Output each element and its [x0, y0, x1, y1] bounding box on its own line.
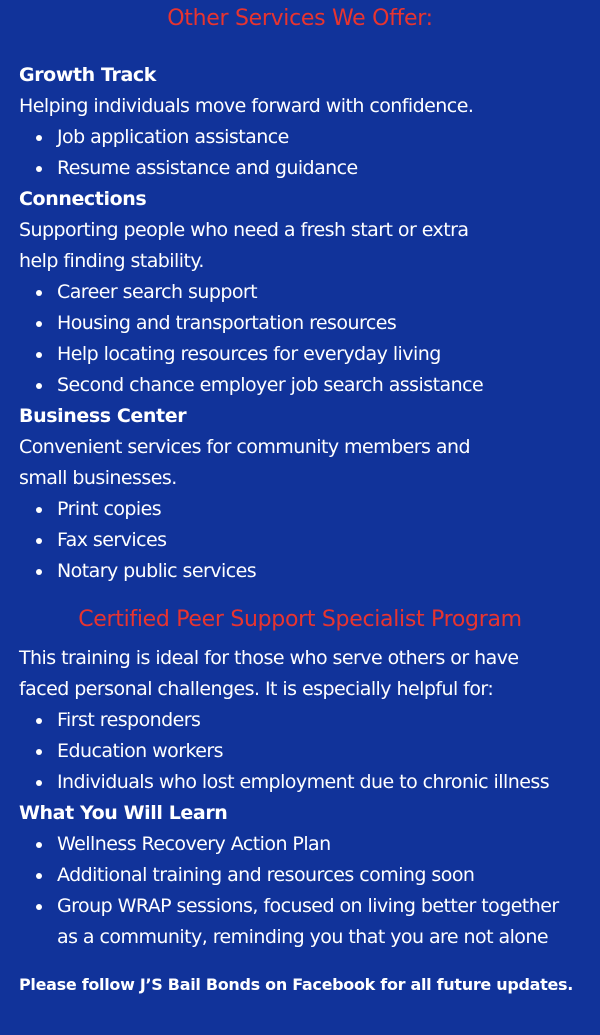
list-item: Resume assistance and guidance: [19, 153, 590, 184]
business-center-list: [19, 494, 590, 587]
list-item: Education workers: [19, 736, 590, 767]
bullet-icon: [36, 507, 42, 513]
list-item: Wellness Recovery Action Plan: [19, 829, 590, 860]
services-section: [19, 60, 590, 587]
business-center-title: Business Center: [19, 405, 187, 427]
business-center-description-line2: small businesses.: [19, 467, 177, 489]
bullet-icon: [36, 569, 42, 575]
connections-list: [19, 277, 590, 401]
list-item: Individuals who lost employment due to chronic illness: [19, 767, 590, 798]
bullet-icon: [36, 842, 42, 848]
bullet-icon: [36, 749, 42, 755]
list-item: Additional training and resources coming soon: [19, 860, 590, 891]
growth-track-description: Helping individuals move forward with confidence.: [19, 95, 474, 117]
growth-track-title: Growth Track: [19, 64, 156, 86]
list-item: Housing and transportation resources: [19, 308, 590, 339]
main-heading: Other Services We Offer:: [167, 6, 433, 31]
list-item-continuation: as a community, reminding you that you are not alone: [57, 926, 549, 948]
bullet-icon: [36, 538, 42, 544]
peer-program-list: [19, 705, 590, 798]
list-item: Job application assistance: [19, 122, 590, 153]
list-item: Help locating resources for everyday living: [19, 339, 590, 370]
bullet-icon: [36, 904, 42, 910]
peer-program-description-line1: This training is ideal for those who serve others or have: [19, 647, 519, 669]
bullet-icon: [36, 321, 42, 327]
facebook-follow-note: Please follow J’S Bail Bonds on Facebook for all future updates.: [19, 975, 574, 994]
peer-program-heading: Certified Peer Support Specialist Program: [78, 607, 522, 632]
list-item: First responders: [19, 705, 590, 736]
what-you-will-learn-title: What You Will Learn: [19, 802, 228, 824]
what-you-will-learn-list: [19, 829, 590, 953]
peer-program-description-line2: faced personal challenges. It is especially helpful for:: [19, 678, 494, 700]
list-item: Career search support: [19, 277, 590, 308]
bullet-icon: [36, 135, 42, 141]
bullet-icon: [36, 352, 42, 358]
peer-program-section: [19, 643, 590, 953]
bullet-icon: [36, 383, 42, 389]
list-item: Second chance employer job search assistance: [19, 370, 590, 401]
list-item: Notary public services: [19, 556, 590, 587]
bullet-icon: [36, 873, 42, 879]
connections-description-line1: Supporting people who need a fresh start or extra: [19, 219, 469, 241]
list-item: Fax services: [19, 525, 590, 556]
connections-description-line2: help finding stability.: [19, 250, 204, 272]
connections-title: Connections: [19, 188, 147, 210]
bullet-icon: [36, 718, 42, 724]
bullet-icon: [36, 166, 42, 172]
bullet-icon: [36, 290, 42, 296]
growth-track-list: [19, 122, 590, 184]
list-item: Print copies: [19, 494, 590, 525]
list-item: Group WRAP sessions, focused on living better together: [19, 891, 590, 922]
bullet-icon: [36, 780, 42, 786]
business-center-description-line1: Convenient services for community members and: [19, 436, 470, 458]
